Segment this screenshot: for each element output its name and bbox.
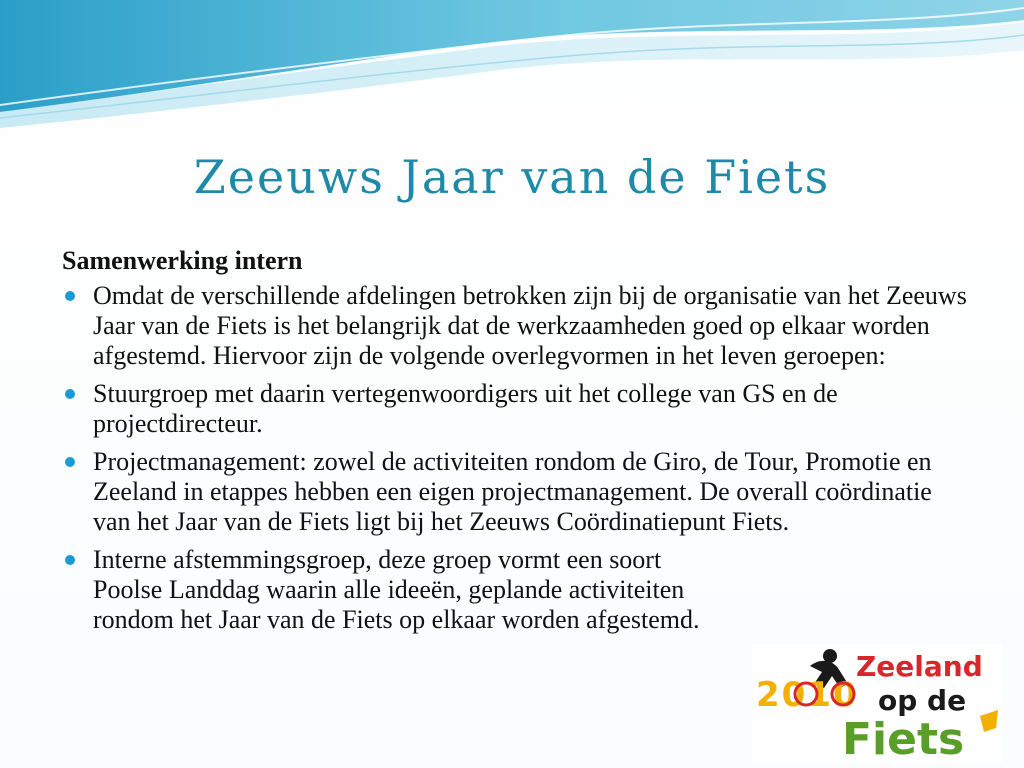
bullet-dot-icon [65,291,75,301]
logo-line3: Fiets [842,714,965,762]
decorative-wave-header [0,0,1024,130]
bullet-dot-icon [65,555,75,565]
bullet-list [62,281,972,635]
bullet-text: Stuurgroep met daarin vertegenwoordigers uit het college van GS en de projectdirecteur. [93,379,838,438]
slide-title: Zeeuws Jaar van de Fiets [193,150,831,204]
subheading: Samenwerking intern [62,246,303,275]
logo-year: 2010 [756,675,859,715]
bullet-dot-icon [65,457,75,467]
bullet-text: Omdat de verschillende afdelingen betrokken zijn bij de organisatie van het Zeeuws Jaar van de Fiets is het belangrijk dat de werkzaamheden goed op elkaar worden afgestemd. Hiervoor zijn de volgende overlegvormen in het leven geroepen: [93,281,967,370]
logo-accent-icon [980,710,998,732]
bullet-item [62,379,972,439]
bullet-dot-icon [65,389,75,399]
bullet-item [62,545,972,635]
zeeland-op-de-fiets-logo [752,644,1002,762]
bullet-item [62,447,972,537]
slide-body [62,246,972,643]
bullet-text: Interne afstemmingsgroep, deze groep vormt een soort Poolse Landdag waarin alle ideeën, geplande activiteiten rondom het Jaar van de Fiets op elkaar worden afgestemd. [93,545,700,634]
logo-graphic [752,644,1002,762]
bullet-item [62,281,972,371]
logo-line2: op de [878,684,967,717]
logo-line1: Zeeland [856,650,983,683]
bullet-text: Projectmanagement: zowel de activiteiten rondom de Giro, de Tour, Promotie en Zeeland in etappes hebben een eigen projectmanagement. De overall coördinatie van het Jaar van de Fiets ligt bij het Zeeuws Coördinatiepunt Fiets. [93,447,932,536]
